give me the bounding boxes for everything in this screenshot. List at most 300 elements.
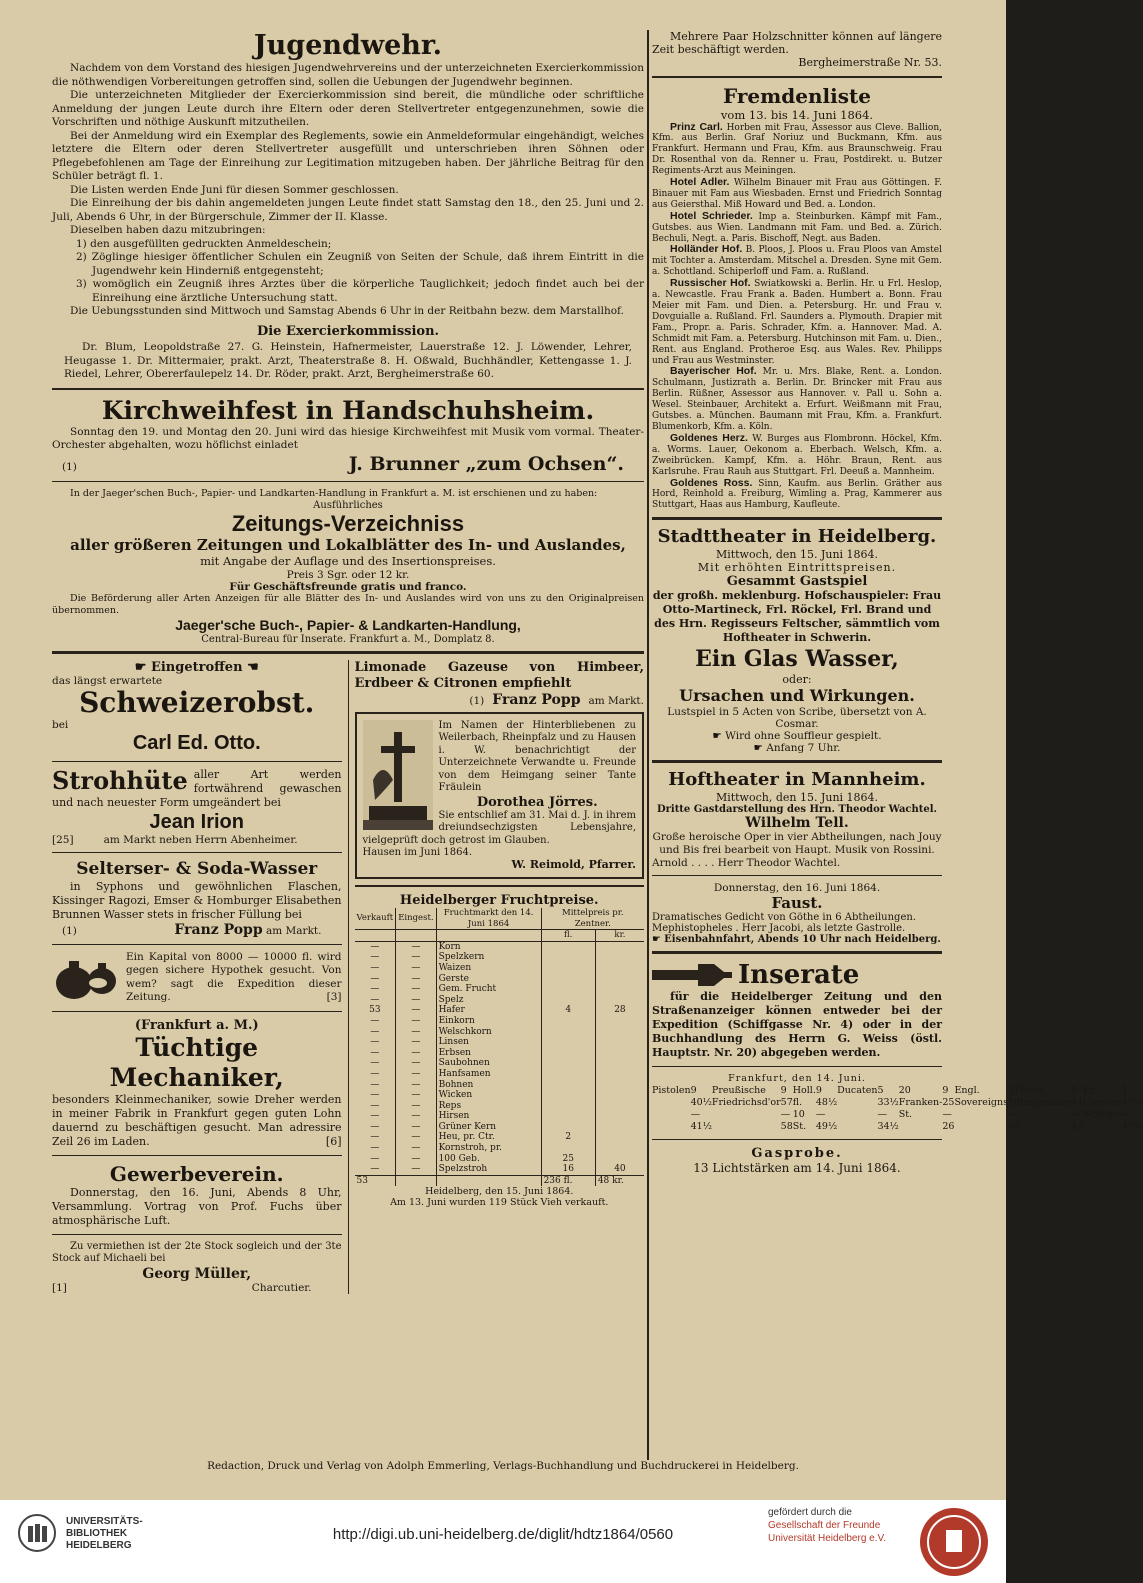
kr-cell: 28 bbox=[595, 1005, 644, 1016]
fruchtpreise-vieh: Am 13. Juni wurden 119 Stück Vieh verkauft. bbox=[390, 1197, 609, 1209]
zeitungs-sub1: aller größeren Zeitungen und Lokalblätter des In- und Auslandes, bbox=[70, 535, 626, 554]
jugendwehr-paragraph: Die Uebungsstunden sind Mittwoch und Samstag Abends 6 Uhr in der Reitbahn bezw. dem Marstallhof. bbox=[70, 305, 624, 317]
hotel-name: Hotel Adler. bbox=[670, 176, 730, 189]
zeitungs-text: Die Beförderung aller Arten Anzeigen für alle Blätter des In- und Auslandes wird von uns zu den Originalpreisen übernommen. bbox=[52, 592, 644, 616]
verkauft-cell: — bbox=[370, 994, 380, 1005]
stadttheater-play2: Ursachen und Wirkungen. bbox=[679, 686, 915, 706]
eingest-cell: — bbox=[396, 995, 436, 1006]
exchange-row bbox=[1083, 1085, 1143, 1133]
verkauft-cell: — bbox=[370, 1068, 380, 1079]
pointing-hand-icon: ☛ bbox=[753, 742, 767, 755]
currency-rate: 1 45¼—45½ bbox=[1121, 1085, 1143, 1133]
fl-cell bbox=[541, 1143, 595, 1154]
stadttheater-title: Stadttheater in Heidelberg. bbox=[657, 526, 937, 548]
list-item: 1) den ausgefüllten gedruckten Anmeldeschein; bbox=[76, 237, 332, 250]
gewerbe-title: Gewerbeverein. bbox=[109, 1161, 284, 1186]
currency-name: Ducaten bbox=[837, 1085, 878, 1097]
list-item: 2) Zöglinge hiesiger öffentlicher Schulen ein Zeugniß von Seiten der Schule, daß ihrem Eintritt in die Jugendwehr kein Hinderniß entgegensteht; bbox=[76, 251, 644, 277]
kapital-text: Ein Kapital von 8000 — 10000 fl. wird gegen sichere Hypothek gesucht. Von wem? sagt die Expedition dieser Zeitung. bbox=[126, 950, 342, 1003]
selters-firm: Franz Popp bbox=[174, 921, 263, 938]
kirchweih-signature: J. Brunner „zum Ochsen“. bbox=[348, 452, 624, 475]
kr-cell bbox=[595, 1111, 644, 1122]
hotel-name: Russischer Hof. bbox=[670, 277, 751, 290]
table-row bbox=[355, 952, 645, 963]
hoftheater-gast: Dritte Gastdarstellung des Hrn. Theodor Wachtel. bbox=[656, 804, 938, 816]
death-notice bbox=[355, 712, 645, 880]
fruit-name-cell: Grüner Kern bbox=[436, 1122, 541, 1133]
verkauft-cell: — bbox=[370, 1143, 380, 1154]
schweizer-line2: das längst erwartete bbox=[52, 674, 163, 687]
hoftheater-date: Mittwoch, den 15. Juni 1864. bbox=[715, 791, 879, 805]
gewerbe-text: Donnerstag, den 16. Juni, Abends 8 Uhr, Versammlung. Vortrag von Prof. Fuchs über atmosphärische Luft. bbox=[52, 1185, 342, 1227]
kr-cell bbox=[595, 984, 644, 995]
table-row bbox=[355, 1058, 645, 1069]
schweizer-bei: bei bbox=[52, 718, 69, 731]
hotel-guests: Horben mit Frau, Assessor aus Cleve. Ballion, Kfm. aus Berlin. Graf Noriuz und Buckmann, Kfm. aus Frankfurt. Hermann und Frau, Kfm. aus Braunschweig. Frau Dr. Rosenthal von da. Renner u. Frau, Postdirekt. u. Butzer Regiments-Arzt aus Meiningen. bbox=[652, 122, 942, 177]
vermiethen-text: Zu vermiethen ist der 2te Stock sogleich und der 3te Stock auf Michaeli bei bbox=[52, 1240, 342, 1264]
eingest-cell: — bbox=[396, 941, 436, 952]
column-divider bbox=[647, 30, 649, 1460]
verkauft-cell: — bbox=[370, 1037, 380, 1048]
hotel-guests: W. Burges aus Flombronn. Höckel, Kfm. a. Worms. Lauer, Oekonom a. Eberbach. Welsch, Kfm. a. Zweibrücken. Kampf, Kfm. a. Höhr. Braun, Rent. aus Karlsruhe. Frau Rauh aus Stuttgart. Frl. Deeuß a. Mannheim. bbox=[652, 433, 942, 477]
fl-cell bbox=[541, 1058, 595, 1069]
holz-ad bbox=[652, 30, 942, 70]
eingest-cell: — bbox=[396, 1090, 436, 1101]
verkauft-cell: — bbox=[370, 973, 380, 984]
inserate-text: für die Heidelberger Zeitung und den Straßenanzeiger können entweder bei der Expedition (Schiffgasse Nr. 4) oder in der Buchhandlung des Herrn G. Weiss (östl. Hauptstr. Nr. 20) abgegeben werden. bbox=[652, 990, 942, 1060]
stadttheater-sub: Mit erhöhten Eintrittspreisen. bbox=[697, 561, 897, 575]
eingest-cell: — bbox=[396, 1080, 436, 1091]
vermiethen-trade: Charcutier. bbox=[251, 1281, 312, 1294]
fruit-name-cell: Spelz bbox=[436, 995, 541, 1006]
table-row bbox=[355, 1122, 645, 1133]
schweizer-ad bbox=[52, 660, 342, 755]
table-row bbox=[355, 941, 645, 952]
stadttheater-gast: Gesammt Gastspiel bbox=[726, 574, 868, 590]
hotel-entry bbox=[652, 478, 942, 512]
hotel-entry bbox=[652, 244, 942, 278]
commission-title: Die Exercierkommission. bbox=[256, 323, 440, 339]
currency-name: Preußische Friedrichsd'or bbox=[711, 1085, 781, 1109]
fruit-name-cell: Hanfsamen bbox=[436, 1069, 541, 1080]
zeitungs-addr: Central-Bureau für Inserate. Frankfurt a. M., Domplatz 8. bbox=[201, 633, 495, 645]
fruit-name-cell: Waizen bbox=[436, 963, 541, 974]
table-row bbox=[355, 1037, 645, 1048]
fl-cell bbox=[541, 1037, 595, 1048]
table-row bbox=[355, 1048, 645, 1059]
kr-cell bbox=[595, 1069, 644, 1080]
exchange-row bbox=[652, 1085, 712, 1133]
eingest-cell: — bbox=[396, 1016, 436, 1027]
imprint: Redaction, Druck und Verlag von Adolph Emmerling, Verlags-Buchhandlung und Buchdruckerei in Heidelberg. bbox=[207, 1460, 799, 1472]
eingest-cell: — bbox=[396, 1101, 436, 1112]
kirchweih-notice bbox=[52, 396, 644, 475]
ad-number: [25] bbox=[52, 833, 74, 846]
hotel-guests: B. Ploos, J. Ploos u. Frau Ploos van Amstel mit Tochter a. Amsterdam. Mitschel a. Dresden. Syne mit Gem. a. Schottland. Schiperloff und Fam. a. Rußland. bbox=[652, 245, 942, 278]
selters-title: Selterser- & Soda-Wasser bbox=[76, 858, 318, 879]
jugendwehr-paragraph: Nachdem von dem Vorstand des hiesigen Jugendwehrvereins und der unterzeichneten Exercierkommission die nöthwendigen Vorbereitungen getroffen sind, sollen die Uebungen der Jugendwehr beginnen. bbox=[52, 62, 644, 88]
hotel-guests: Imp a. Steinburken. Kämpf mit Fam., Gutsbes. aus Wien. Landmann mit Fam. und Bed. a. Zürich. Bechuli, Negt. a. Paris. Bischoff, Negt. aus Baden. bbox=[652, 211, 942, 244]
verkauft-cell: — bbox=[370, 1132, 380, 1143]
table-row bbox=[355, 1027, 645, 1038]
verkauft-cell: — bbox=[370, 1047, 380, 1058]
hotel-name: Goldenes Ross. bbox=[670, 476, 753, 489]
table-row bbox=[355, 1164, 645, 1175]
unit-label: fl. bbox=[541, 930, 595, 942]
fruit-name-cell: Spelzkern bbox=[436, 952, 541, 963]
currency-rate: 9 48½—49½ bbox=[815, 1085, 838, 1133]
fruit-name-cell: Welschkorn bbox=[436, 1027, 541, 1038]
kr-cell bbox=[595, 1058, 644, 1069]
strohhuete-title: Strohhüte bbox=[52, 765, 188, 795]
exchange-row bbox=[954, 1085, 1020, 1133]
verkauft-cell: — bbox=[370, 1026, 380, 1037]
fruit-name-cell: Gem. Frucht bbox=[436, 984, 541, 995]
gasprobe bbox=[652, 1146, 942, 1175]
fl-cell bbox=[541, 995, 595, 1006]
hoftheater-text: Große heroische Oper in vier Abtheilungen, nach Jouy und Bis frei bearbeit von Haupt. Musik von Rossini. bbox=[652, 831, 942, 857]
selters-addr: am Markt. bbox=[265, 924, 322, 937]
hotel-entry bbox=[652, 177, 942, 211]
hoftheater-title: Hoftheater in Mannheim. bbox=[668, 769, 926, 791]
limonade-ad bbox=[355, 660, 645, 708]
hoftheater-role2: Mephistopheles . Herr Jacobi, als letzte Gastrolle. bbox=[652, 923, 906, 935]
zeitungs-ad bbox=[52, 488, 644, 645]
fl-cell bbox=[541, 1016, 595, 1027]
fruit-name-cell: Spelzstroh bbox=[436, 1164, 541, 1175]
currency-rate: 9 41—43 bbox=[1071, 1085, 1084, 1133]
zeitungs-price: Preis 3 Sgr. oder 12 kr. bbox=[286, 568, 410, 581]
stadttheater bbox=[652, 526, 942, 754]
zeitungs-title: Zeitungs-Verzeichniss bbox=[231, 510, 465, 536]
eingest-cell: — bbox=[396, 974, 436, 985]
holz-text: Mehrere Paar Holzschnitter können auf längere Zeit beschäftigt werden. bbox=[652, 30, 942, 56]
verkauft-cell: — bbox=[370, 1153, 380, 1164]
strohhuete-addr: am Markt neben Herrn Abenheimer. bbox=[103, 833, 298, 846]
kirchweih-title: Kirchweihfest in Handschuhsheim. bbox=[101, 395, 595, 425]
eingest-cell: — bbox=[396, 1122, 436, 1133]
stadttheater-date: Mittwoch, den 15. Juni 1864. bbox=[715, 548, 879, 562]
fruit-name-cell: 100 Geb. bbox=[436, 1154, 541, 1165]
jugendwehr-paragraph: Die Listen werden Ende Juni für diesen Sommer geschlossen. bbox=[70, 183, 399, 196]
inserate-title: Inserate bbox=[738, 960, 860, 991]
currency-name: Pr. Cassen-Scheine bbox=[1083, 1085, 1122, 1121]
kr-cell bbox=[595, 952, 644, 963]
jugendwehr-paragraph: Dieselben haben dazu mitzubringen: bbox=[70, 224, 266, 236]
fl-cell bbox=[541, 952, 595, 963]
fl-cell: 25 bbox=[541, 1154, 595, 1165]
ad-number: [1] bbox=[52, 1281, 67, 1294]
verkauft-cell: — bbox=[370, 1090, 380, 1101]
zeitungs-pre: Ausführliches bbox=[313, 499, 383, 511]
verkauft-cell: — bbox=[370, 1058, 380, 1069]
column-header: Verkauft bbox=[355, 908, 396, 930]
strohhuete-firm: Jean Irion bbox=[149, 810, 244, 833]
ad-number: [3] bbox=[326, 991, 342, 1003]
fruchtpreise-title: Heidelberger Fruchtpreise. bbox=[399, 893, 599, 908]
exchange-row bbox=[793, 1085, 837, 1133]
mechaniker-text: besonders Kleinmechaniker, sowie Dreher werden in meiner Fabrik in Frankfurt gegen guten Lohn dauernd zu beschäftigen gesucht. Man adressire Zeil 26 im Laden. bbox=[52, 1092, 342, 1148]
verkauft-cell: 53 bbox=[369, 1005, 381, 1016]
fremdenliste-date: vom 13. bis 14. Juni 1864. bbox=[720, 107, 874, 122]
kr-cell bbox=[595, 1143, 644, 1154]
column-header: Mittelpreis pr. Zentner. bbox=[541, 908, 644, 930]
selters-text: in Syphons und gewöhnlichen Flaschen, Kissinger Ragozi, Emser & Homburger Elisabethen Brunnen Wasser stets in frischer Füllung bei bbox=[52, 879, 342, 921]
kr-cell bbox=[595, 1090, 644, 1101]
fl-cell: 2 bbox=[541, 1132, 595, 1143]
gasprobe-title: Gasprobe. bbox=[751, 1146, 843, 1162]
jugendwehr-title: Jugendwehr. bbox=[253, 30, 443, 61]
kr-cell bbox=[595, 1027, 644, 1038]
money-bag-icon bbox=[52, 951, 120, 1003]
fruit-name-cell: Gerste bbox=[436, 974, 541, 985]
ad-number: (1) bbox=[62, 460, 77, 473]
inserate-ad bbox=[652, 960, 942, 1060]
fruit-name-cell: Erbsen bbox=[436, 1048, 541, 1059]
zeitungs-firm: Jaeger'sche Buch-, Papier- & Landkarten-Handlung, bbox=[175, 616, 521, 633]
currency-rate: 5 33½—34½ bbox=[877, 1085, 899, 1133]
hotel-entry bbox=[652, 278, 942, 366]
hotel-guests: Swiatkowski a. Berlin. Hr. u Frl. Heslop, a. Newcastle. Frau Frank a. Baden. Humbert a. Bonn. Frau Meier mit Fam. und Dien. a. Petersburg. Hr. und Frau v. Dovguialle a. Rußland. Frl. Saunders a. Plymouth. Drapier mit Fam., Propr. a. Paris. Schrader, Kfm. a. Hannover. Mad. A. Schmidt mit Fam. a. Petersburg. Hutchinson mit Fam. u. Dien., Rent. aus England. Protheroe Esq. aus Wales. Rev. Philipps und Frau aus Westminster. bbox=[652, 279, 942, 366]
strohhuete-text: aller Art werden fortwährend gewaschen und nach neuester Form umgeändert bei bbox=[52, 767, 342, 809]
currency-rate: 9 40½—41½ bbox=[690, 1085, 712, 1133]
table-row bbox=[355, 995, 645, 1006]
table-row bbox=[355, 1111, 645, 1122]
hotel-guests: Wilhelm Binauer mit Frau aus Göttingen. F. Binauer mit Fam aus Wiesbaden. Ernst und Friedrich Sonntag aus Geiersthal. Miß Howard und Bed. a. London. bbox=[652, 178, 942, 210]
stadttheater-text: der großh. meklenburg. Hofschauspieler: Frau Otto-Martineck, Frl. Röckel, Frl. Brand und des Hrn. Regisseurs Feltscher, sämmtlich vom Hoftheater in Schwerin. bbox=[652, 589, 942, 645]
verkauft-cell: — bbox=[370, 941, 380, 952]
currency-rate: 9 25—26 bbox=[942, 1085, 955, 1133]
eingest-cell: — bbox=[396, 1058, 436, 1069]
boerse bbox=[652, 1073, 1143, 1133]
schweizer-line1: ☛ Eingetroffen ☚ bbox=[134, 659, 259, 675]
table-row bbox=[355, 1143, 645, 1154]
limonade-text: von Himbeer, Erdbeer & Citronen empfiehlt bbox=[354, 659, 644, 691]
limonade-addr: am Markt. bbox=[588, 694, 644, 707]
university-seal-icon bbox=[918, 1506, 990, 1578]
table-row bbox=[355, 1132, 645, 1143]
eingest-cell: — bbox=[396, 1005, 436, 1016]
death-notice-place: Hausen im Juni 1864. bbox=[362, 847, 473, 858]
fruit-name-cell: Saubohnen bbox=[436, 1058, 541, 1069]
eingest-cell: — bbox=[396, 1037, 436, 1048]
verkauft-cell: — bbox=[370, 984, 380, 995]
table-row bbox=[355, 1069, 645, 1080]
currency-name: Engl. Sovereigns bbox=[954, 1085, 1008, 1109]
currency-name: Russ. Imperiales bbox=[1020, 1085, 1072, 1109]
stadttheater-oder: oder: bbox=[782, 673, 812, 687]
hotel-entry bbox=[652, 122, 942, 178]
hotel-name: Bayerischer Hof. bbox=[670, 365, 757, 378]
limonade-title: Limonade Gazeuse bbox=[354, 659, 509, 675]
table-row bbox=[355, 1101, 645, 1112]
verkauft-cell: — bbox=[370, 1164, 380, 1175]
library-bar bbox=[0, 1500, 1006, 1583]
zeitungs-intro: In der Jaeger'schen Buch-, Papier- und Landkarten-Handlung in Frankfurt a. M. ist erschienen und zu haben: bbox=[70, 487, 598, 499]
schweizer-firm: Carl Ed. Otto. bbox=[132, 731, 261, 754]
left-column bbox=[52, 30, 644, 1294]
hotel-entry bbox=[652, 211, 942, 245]
mechaniker-pre: (Frankfurt a. M.) bbox=[134, 1017, 259, 1033]
jugendwehr-paragraph: Die Einreihung der bis dahin angemeldeten jungen Leute findet statt Samstag den 18., den 25. Juni und 2. Juli, Abends 6 Uhr, in der Bürgerschule, Zimmer der II. Klasse. bbox=[52, 197, 644, 223]
pointing-hand-icon: ☛ bbox=[134, 659, 151, 675]
verkauft-cell: — bbox=[370, 1121, 380, 1132]
kr-cell bbox=[595, 995, 644, 1006]
list-item: 3) womöglich ein Zeugniß ihres Arztes über die körperliche Tauglichkeit; jedoch findet auch bei der Einreihung eine ärztliche Untersuchung statt. bbox=[76, 278, 644, 304]
exchange-row bbox=[1020, 1085, 1083, 1133]
unit-label: kr. bbox=[595, 930, 644, 942]
sponsor-text: gefördert durch die Gesellschaft der Freunde Universität Heidelberg e.V. bbox=[768, 1507, 887, 1544]
kr-cell bbox=[595, 1132, 644, 1143]
death-notice-name: Dorothea Jörres. bbox=[476, 794, 598, 810]
hotel-name: Hotel Schrieder. bbox=[670, 209, 753, 222]
hoftheater-date2: Donnerstag, den 16. Juni 1864. bbox=[713, 882, 881, 895]
kirchweih-text: Sonntag den 19. und Montag den 20. Juni wird das hiesige Kirchweihfest mit Musik vom vormal. Theater-Orchester abgehalten, wozu höflichst einladet bbox=[52, 425, 644, 451]
selters-ad bbox=[52, 859, 342, 938]
fl-cell bbox=[541, 1122, 595, 1133]
hoftheater-bahn: ☛ Eisenbahnfahrt, Abends 10 Uhr nach Heidelberg. bbox=[652, 934, 941, 946]
grave-cross-icon bbox=[363, 720, 433, 830]
kr-cell bbox=[595, 1080, 644, 1091]
hotel-guests: Sinn, Kaufm. aus Berlin. Gräther aus Hord, Reinhold a. Freiburg, Wimling a. Prag, Kammerer aus Stuttgart, Haas aus Hamburg, Kaufleute. bbox=[652, 478, 942, 511]
jugendwehr-notice bbox=[52, 30, 644, 382]
eingest-cell: — bbox=[396, 1069, 436, 1080]
hotel-entry bbox=[652, 366, 942, 432]
fl-cell bbox=[541, 1080, 595, 1091]
hotel-name: Holländer Hof. bbox=[670, 243, 743, 256]
pointing-hand-icon: ☚ bbox=[242, 659, 259, 675]
fl-cell bbox=[541, 1048, 595, 1059]
stadttheater-souf: ☛ Wird ohne Souffleur gespielt. bbox=[712, 730, 882, 743]
right-column bbox=[652, 30, 1143, 1176]
schweizer-title: Schweizerobst. bbox=[79, 685, 315, 719]
fruit-name-cell: Reps bbox=[436, 1101, 541, 1112]
vermiethen-firm: Georg Müller, bbox=[142, 1265, 252, 1282]
eingest-cell: — bbox=[396, 1154, 436, 1165]
hoftheater-text2: Dramatisches Gedicht von Göthe in 6 Abtheilungen. bbox=[652, 912, 916, 924]
death-notice-text: Im Namen der Hinterbliebenen zu Weilerbach, Rheinpfalz und zu Hausen i. W. benachrichtigt der Unterzeichnete Verwandte u. Freunde von dem Heimgang seiner Tante Fräulein bbox=[438, 719, 636, 793]
hotel-guests: Mr. u. Mrs. Blake, Rent. a. London. Schulmann, Justizrath a. Berlin. Dr. Brincker mit Frau aus Berlin. Rüßner, Assessor aus Hannover. v. Pall u. Sohn a. Wesel. Steinbauer, Architekt a. Erfurt. Weißmann mit Frau, Gutsbes. a. München. Baumann mit Frau, Kfm. a. Frankfurt. Blumenkorb, Kfm. a. Köln. bbox=[652, 367, 942, 432]
kr-cell bbox=[595, 1016, 644, 1027]
hotel-entry bbox=[652, 433, 942, 478]
hotel-name: Prinz Carl. bbox=[670, 120, 723, 133]
table-row bbox=[355, 1080, 645, 1091]
fruchtpreise-table bbox=[355, 908, 645, 1186]
eingest-cell: — bbox=[396, 1164, 436, 1175]
stadttheater-lust: Lustspiel in 5 Acten von Scribe, übersetzt von A. Cosmar. bbox=[667, 706, 927, 731]
fl-cell bbox=[541, 1101, 595, 1112]
pointing-hand-icon bbox=[652, 962, 732, 988]
kr-cell: 40 bbox=[595, 1164, 644, 1175]
hoftheater-play: Wilhelm Tell. bbox=[745, 815, 849, 832]
holz-addr: Bergheimerstraße Nr. 53. bbox=[798, 56, 942, 69]
currency-name: 20 Franken-St. bbox=[898, 1085, 943, 1121]
zeitungs-sub2: mit Angabe der Auflage und des Insertionspreises. bbox=[200, 553, 496, 568]
permalink-url[interactable]: http://digi.ub.uni-heidelberg.de/diglit/hdtz1864/0560 bbox=[332, 1526, 674, 1543]
mechaniker-title: Tüchtige Mechaniker, bbox=[109, 1032, 284, 1092]
fl-cell bbox=[541, 984, 595, 995]
mechaniker-ad bbox=[52, 1018, 342, 1149]
kr-cell bbox=[595, 941, 644, 952]
total-kr: 48 kr. bbox=[595, 1175, 644, 1186]
kr-cell bbox=[595, 1101, 644, 1112]
eingest-cell: — bbox=[396, 1027, 436, 1038]
verkauft-cell: — bbox=[370, 962, 380, 973]
fruit-name-cell: Korn bbox=[436, 941, 541, 952]
verkauft-cell: — bbox=[370, 952, 380, 963]
gasprobe-text: 13 Lichtstärken am 14. Juni 1864. bbox=[693, 1161, 901, 1176]
hoftheater-play2: Faust. bbox=[771, 894, 823, 913]
ad-number: [6] bbox=[325, 1134, 342, 1148]
eingest-cell: — bbox=[396, 1143, 436, 1154]
commission-members: Dr. Blum, Leopoldstraße 27. G. Heinstein, Hafnermeister, Lauerstraße 12. J. Löwender, Lehrer, Heugasse 1. Dr. Mittermaier, prakt. Arzt, Theaterstraße 8. H. Oßwald, Buchhändler, Kettengasse 1. J. Riedel, Lehrer, Obererfaulepelz 14. Dr. Röder, prakt. Arzt, Bergheimerstraße 60. bbox=[64, 341, 632, 380]
hoftheater-role: Arnold . . . . Herr Theodor Wachtel. bbox=[652, 857, 841, 870]
verkauft-cell: — bbox=[370, 1079, 380, 1090]
table-row bbox=[355, 1154, 645, 1165]
fruit-name-cell: Heu, pr. Ctr. bbox=[436, 1132, 541, 1143]
fruit-name-cell: Einkorn bbox=[436, 1016, 541, 1027]
eingest-cell: — bbox=[396, 952, 436, 963]
fl-cell: 16 bbox=[541, 1164, 595, 1175]
fruit-name-cell: Kornstroh, pr. bbox=[436, 1143, 541, 1154]
fl-cell bbox=[541, 1027, 595, 1038]
stadttheater-play: Ein Glas Wasser, bbox=[695, 646, 899, 673]
fruit-name-cell: Bohnen bbox=[436, 1080, 541, 1091]
gewerbe-ad bbox=[52, 1162, 342, 1228]
table-row bbox=[355, 963, 645, 974]
table-row bbox=[355, 1016, 645, 1027]
death-notice-text2: Sie entschlief am 31. Mai d. J. in ihrem dreiundsechzigsten Lebensjahre, vielgeprüft doch getrost im Glauben. bbox=[362, 809, 636, 846]
kr-cell bbox=[595, 974, 644, 985]
table-row bbox=[355, 984, 645, 995]
exchange-row bbox=[837, 1085, 899, 1133]
fruchtpreise-date: Heidelberg, den 15. Juni 1864. bbox=[425, 1186, 574, 1198]
verkauft-cell: — bbox=[370, 1100, 380, 1111]
vermiethen-ad bbox=[52, 1241, 342, 1294]
jugendwehr-paragraph: Die unterzeichneten Mitglieder der Exercierkommission sind bereit, die mündliche oder schriftliche Anmeldung der jungen Leute durch ihre Eltern oder deren Stellvertreter entgegenzunehmen, sowie die Vorschriften und nöthige Auskunft mitzutheilen. bbox=[52, 89, 644, 128]
strohhuete-ad bbox=[52, 765, 342, 846]
eingest-cell: — bbox=[396, 1048, 436, 1059]
limonade-firm: Franz Popp bbox=[492, 691, 581, 708]
library-name: UNIVERSITÄTS- BIBLIOTHEK HEIDELBERG bbox=[66, 1516, 143, 1551]
kr-cell bbox=[595, 1154, 644, 1165]
column-header: Eingest. bbox=[396, 908, 436, 930]
currency-rate: 9 57—58 bbox=[780, 1085, 793, 1133]
verkauft-cell: — bbox=[370, 1111, 380, 1122]
fl-cell bbox=[541, 963, 595, 974]
verkauft-cell: — bbox=[370, 1015, 380, 1026]
exchange-row bbox=[712, 1085, 793, 1133]
pointing-hand-icon: ☛ bbox=[652, 934, 665, 946]
eingest-cell: — bbox=[396, 1132, 436, 1143]
death-notice-signature: W. Reimold, Pfarrer. bbox=[511, 858, 636, 871]
currency-rate: 11 50—54 bbox=[1007, 1085, 1021, 1133]
eingest-cell: — bbox=[396, 984, 436, 995]
hoftheater bbox=[652, 769, 942, 945]
currency-name: Pistolen bbox=[652, 1085, 691, 1097]
kr-cell bbox=[595, 1122, 644, 1133]
currency-name: Holl. fl. 10 St. bbox=[792, 1085, 816, 1133]
exchange-row bbox=[899, 1085, 955, 1133]
kapital-ad bbox=[52, 951, 342, 1005]
table-row bbox=[355, 1090, 645, 1101]
fl-cell: 4 bbox=[541, 1005, 595, 1016]
jugendwehr-paragraph: Bei der Anmeldung wird ein Exemplar des Reglements, sowie ein Anmeldeformular eingehändigt, welches letztere die Eltern oder deren Stellvertreter ausgefüllt und unterschrieben ihren Söhnen oder Pflegebefohlenen am Tage der Einreihung zur Legitimation mitzugeben haben. Der jährliche Beitrag für den Schüler beträgt fl. 1. bbox=[52, 129, 644, 182]
fl-cell bbox=[541, 1111, 595, 1122]
fl-cell bbox=[541, 1090, 595, 1101]
total-verkauft: 53 bbox=[356, 1175, 368, 1186]
fl-cell bbox=[541, 941, 595, 952]
